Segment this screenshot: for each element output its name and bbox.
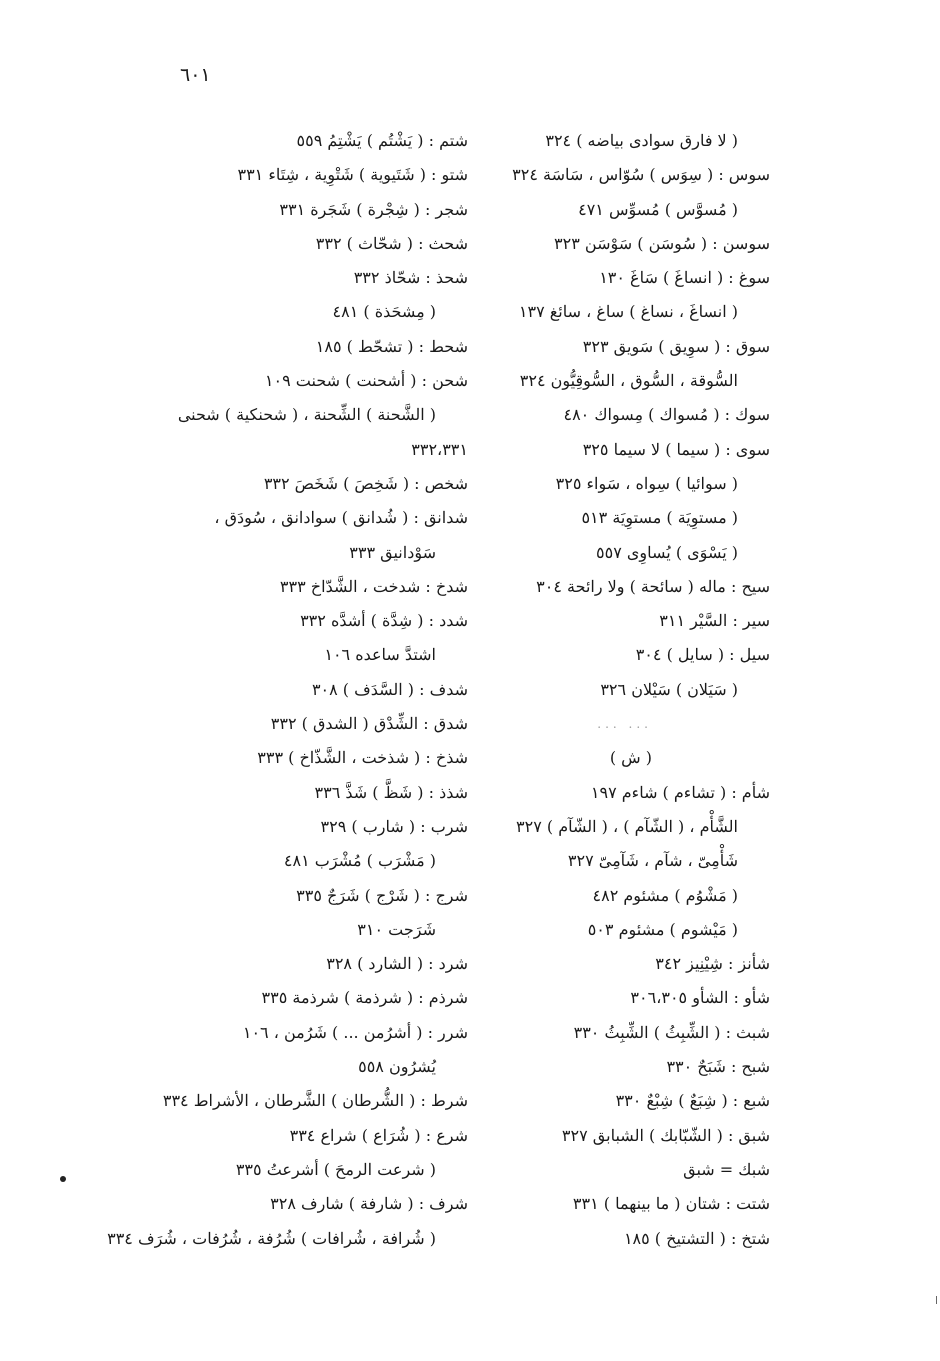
index-entry: ( سوائيا ) سِواه ، سَواء ٣٢٥ bbox=[555, 473, 738, 493]
index-entry: شرع : ( شُرَاع ) شراع ٣٣٤ bbox=[289, 1125, 468, 1145]
index-entry: شدف : ( السَّدَف ) ٣٠٨ bbox=[311, 679, 468, 699]
index-entry: شدانق : ( شُدانق ) سوادانق ، سُودَق ، bbox=[214, 508, 468, 528]
index-entry: شرر : ( أشرُمن ... ) شَرُمن ، ١٠٦ bbox=[242, 1022, 468, 1042]
index-entry: شدد : ( شِدَّة ) أشدَّه ٣٣٢ bbox=[300, 611, 468, 631]
page-number: ٦٠١ bbox=[180, 64, 211, 86]
margin-mark bbox=[60, 1176, 66, 1182]
index-entry: شَأْمِىّ ، شآم ، شَآمِىّ ٣٢٧ bbox=[567, 851, 738, 871]
index-entry: ( مِشحَذة ) ٤٨١ bbox=[332, 302, 436, 322]
index-entry: شبث : ( الشِّبِثُ ) الشِّبِثُ ٣٣٠ bbox=[573, 1022, 770, 1042]
index-entry: شرج : ( شَرْج ) شَرَجٌ ٣٣٥ bbox=[296, 885, 468, 905]
index-entry: ( مستوِيَة ) مستوِيَة ٥١٣ bbox=[581, 508, 738, 528]
index-entry: شحط : ( تشحّط ) ١٨٥ bbox=[315, 336, 468, 356]
index-entry: شرذم : ( شرذمة ) شرذمة ٣٣٥ bbox=[261, 988, 468, 1008]
index-entry: شخص : ( شَخِصَ ) شَخَصَ ٣٣٢ bbox=[263, 473, 468, 493]
index-entry: سوس : ( سِوَس ) سُوّاس ، سَاسَة ٣٢٤ bbox=[512, 165, 770, 185]
index-entry: ... ... bbox=[597, 717, 652, 732]
index-entry: الشَّأْم ، ( الشّآم ) ، ( الشّآم ) ٣٢٧ bbox=[516, 816, 738, 836]
index-column-left bbox=[107, 124, 468, 1256]
index-entry: شتت : شتان ( ما بينهما ) ٣٣١ bbox=[572, 1194, 770, 1214]
index-entry: شجر : ( شِجْرة ) شَجَرة ٣٣١ bbox=[279, 199, 468, 219]
index-entry: شرب : ( شارب ) ٣٢٩ bbox=[320, 816, 468, 836]
index-entry: ( شرعت الرمحَ ) أشرعتُ ٣٣٥ bbox=[235, 1159, 436, 1179]
index-entry: شأم : ( تشاءم ) شاءم ١٩٧ bbox=[590, 782, 770, 802]
index-entry: شذخ : ( شذخت ، الشَّذّاخ ) ٣٣٣ bbox=[257, 748, 468, 768]
index-entry: شَرَجت ٣١٠ bbox=[357, 919, 436, 939]
index-entry: شرد : ( الشارد ) ٣٢٨ bbox=[326, 954, 468, 974]
index-entry: شذذ : ( شَظَّ ) شَذَّ ٣٣٦ bbox=[314, 782, 468, 802]
index-entry: ( شُرافة ، شُرافات ) شُرُفة ، شُرُفات ، شُرَف ٣٣٤ bbox=[107, 1228, 436, 1248]
index-entry: شدخ : شدخت ، الشَّدّاخ ٣٣٣ bbox=[279, 576, 468, 596]
index-entry: شحث : ( شحّاث ) ٣٣٢ bbox=[315, 233, 468, 253]
index-entry: شرط : ( الشُّرطان ) الشَّرطان ، الأشراط ٣٣٤ bbox=[162, 1091, 468, 1111]
edge-mark bbox=[936, 1296, 937, 1304]
index-entry: شحن : ( أشحنت ) شحنت ١٠٩ bbox=[264, 371, 468, 391]
index-entry: شدق : الشِّدْق ( الشدق ) ٣٣٢ bbox=[270, 714, 468, 734]
index-entry: شأو : الشأو ٣٠٦،٣٠٥ bbox=[630, 988, 770, 1008]
index-entry: ( يَسْوَى ) يُساوِى ٥٥٧ bbox=[596, 542, 738, 562]
index-entry: ( الشَّحنة ) الشِّحنة ، ( شحنكية ) شحنى bbox=[177, 405, 436, 425]
index-entry: ( مَشْرَب ) مُشْرَب ٤٨١ bbox=[283, 851, 436, 871]
index-entry: سوك : ( مُسواك ) مِسواك ٤٨٠ bbox=[563, 405, 770, 425]
index-entry: سيح : ماله ( سائحة ) ولا رائحة ٣٠٤ bbox=[536, 576, 770, 596]
index-entry: شحذ : شحّاذ ٣٣٢ bbox=[353, 268, 468, 288]
index-entry: شبح : شَبَحٌ ٣٣٠ bbox=[666, 1057, 770, 1077]
index-entry: سير : السَّيْر ٣١١ bbox=[659, 611, 770, 631]
index-entry: شبق : ( الشّبّابك ) الشبابق ٣٢٧ bbox=[561, 1125, 770, 1145]
index-entry: ( انساغَ ، نساغ ) ساغ ، سائغ ١٣٧ bbox=[518, 302, 738, 322]
index-entry: شبك = شبق bbox=[683, 1159, 770, 1179]
index-entry: ( مُسوَّس ) مُسوِّس ٤٧١ bbox=[578, 199, 738, 219]
index-entry: ( مَشْوُم ) مشئوم ٤٨٢ bbox=[592, 885, 738, 905]
index-entry: سوق : ( سوِيق ) سَويق ٣٢٣ bbox=[582, 336, 770, 356]
index-entry: شأنز : شِيْنِيز ٣٤٢ bbox=[655, 954, 770, 974]
index-entry: سوسن : ( سُوسَن ) سَوْسَن ٣٢٣ bbox=[554, 233, 770, 253]
index-entry: شتو : ( شَتَيوية ) شَتْوِية ، شِتَاء ٣٣١ bbox=[237, 165, 468, 185]
index-entry: سَوْدانيق ٣٣٣ bbox=[349, 542, 436, 562]
index-entry: ( سَيَلان ) سَيْلان ٣٢٦ bbox=[600, 679, 738, 699]
index-entry: سوى : ( سيما ) لا سيما ٣٢٥ bbox=[582, 439, 770, 459]
index-entry: ( ش ) bbox=[609, 748, 652, 768]
index-entry: اشتدَّ ساعده ١٠٦ bbox=[324, 645, 436, 665]
index-entry: ٣٣٢،٣٣١ bbox=[411, 439, 468, 459]
index-entry: ( مَيْشوم ) مشئوم ٥٠٣ bbox=[587, 919, 738, 939]
index-entry: شرف : ( شارفة ) شارف ٣٢٨ bbox=[270, 1194, 468, 1214]
index-entry: سوغ : ( انساغَ ) سَاغَ ١٣٠ bbox=[599, 268, 770, 288]
index-entry: سيل : ( سايل ) ٣٠٤ bbox=[635, 645, 770, 665]
index-entry: ( لا فارق سوادى بياضه ) ٣٢٤ bbox=[545, 131, 738, 150]
index-entry: شتم : ( يَشْتُم ) يَشْتِمُ ٥٥٩ bbox=[296, 131, 468, 150]
index-entry: السُّوقة ، السُّوق ، السُّوقِيُّون ٣٢٤ bbox=[519, 371, 738, 391]
index-entry: شبع : ( شِبَعٌ ) شِبْعٌ ٣٣٠ bbox=[615, 1091, 770, 1111]
index-entry: يُشرُون ٥٥٨ bbox=[358, 1057, 436, 1077]
index-entry: شتخ : ( التشتيخ ) ١٨٥ bbox=[623, 1228, 770, 1248]
